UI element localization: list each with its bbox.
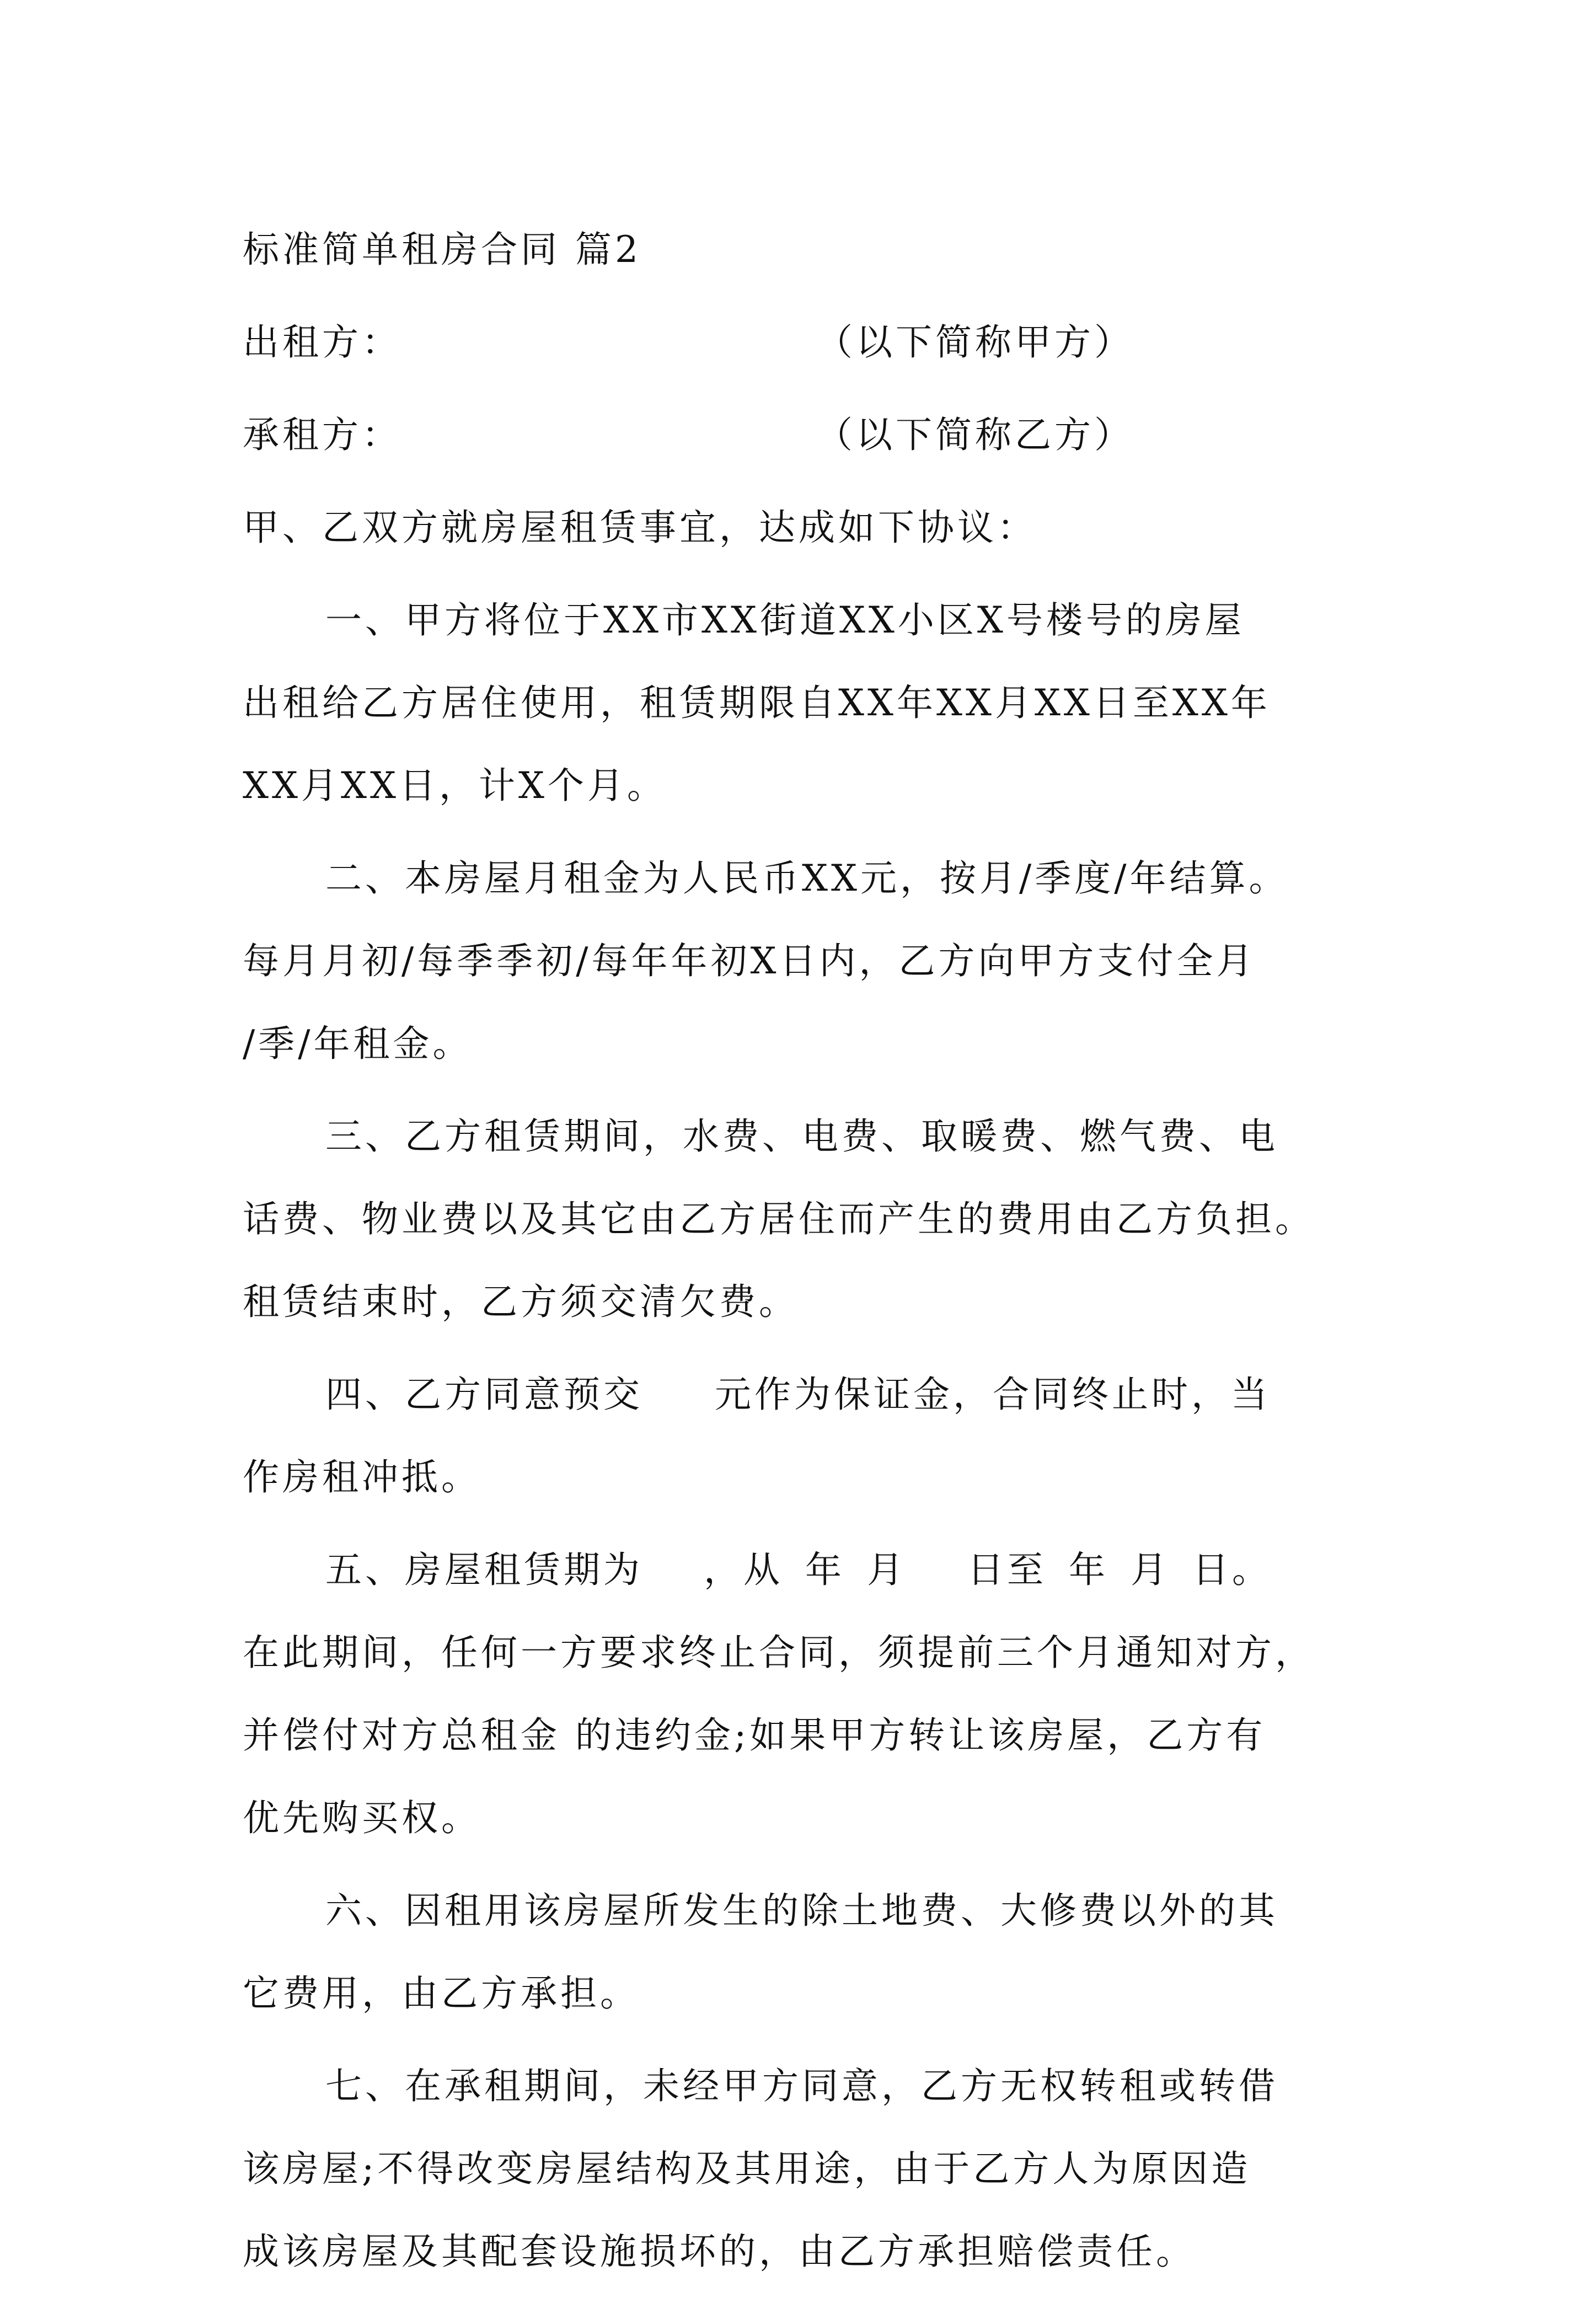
lessee-note: （以下简称乙方） <box>816 414 1134 456</box>
lessor-label: 出租方： <box>243 321 401 363</box>
clause-5-line-2: 在此期间，任何一方要求终止合同，须提前三个月通知对方， <box>243 1631 1315 1674</box>
clause-5-text-e: 日至 <box>967 1549 1047 1591</box>
clause-2-line-1: 二、本房屋月租金为人民币XX元，按月/季度/年结算。 <box>325 857 1289 899</box>
lessor-note: （以下简称甲方） <box>816 321 1134 363</box>
clause-4-text-a: 四、乙方同意预交 <box>325 1373 643 1416</box>
clause-5-text-g: 月 <box>1131 1549 1170 1591</box>
intro-paragraph <box>243 486 1384 569</box>
clause-6-line-1: 六、因租用该房屋所发生的除土地费、大修费以外的其 <box>325 1889 1278 1932</box>
clause-5-text-d: 月 <box>867 1549 907 1591</box>
intro-text: 甲、乙双方就房屋租赁事宜，达成如下协议： <box>243 506 1037 549</box>
clause-5-line-4: 优先购买权。 <box>243 1797 481 1839</box>
clause-5-text-c: 年 <box>805 1549 845 1591</box>
clause-5-text-f: 年 <box>1069 1549 1108 1591</box>
clause-5-text-a: 五、房屋租赁期为 <box>325 1549 643 1591</box>
clause-4-text-b: 元作为保证金，合同终止时，当 <box>715 1373 1271 1416</box>
clause-1-line-2: 出租给乙方居住使用，租赁期限自XX年XX月XX日至XX年 <box>243 682 1271 724</box>
contract-body <box>243 208 1384 2303</box>
lessee-label: 承租方： <box>243 414 401 456</box>
clause-4-line-1 <box>243 1353 1384 1436</box>
clause-4 <box>243 1353 1384 1519</box>
clause-3-line-2: 话费、物业费以及其它由乙方居住而产生的费用由乙方负担。 <box>243 1198 1315 1240</box>
clause-3-line-1: 三、乙方租赁期间，水费、电费、取暖费、燃气费、电 <box>325 1115 1278 1158</box>
clause-3 <box>243 1095 1384 1343</box>
clause-5-line-3: 并偿付对方总租金 的违约金;如果甲方转让该房屋，乙方有 <box>243 1714 1266 1756</box>
clause-1-line-1: 一、甲方将位于XX市XX街道XX小区X号楼号的房屋 <box>325 599 1245 641</box>
clause-5 <box>243 1529 1384 1860</box>
clause-7 <box>243 2045 1384 2293</box>
clause-6 <box>243 1870 1384 2035</box>
clause-1 <box>243 579 1384 827</box>
clause-5-text-b: ，从 <box>704 1549 783 1591</box>
clause-7-line-3: 成该房屋及其配套设施损坏的，由乙方承担赔偿责任。 <box>243 2230 1196 2273</box>
lessee-row <box>243 394 1384 476</box>
clause-1-line-3: XX月XX日，计X个月。 <box>243 764 667 807</box>
lessor-row <box>243 301 1384 384</box>
clause-7-line-1: 七、在承租期间，未经甲方同意，乙方无权转租或转借 <box>325 2065 1278 2107</box>
clause-3-line-3: 租赁结束时，乙方须交清欠费。 <box>243 1281 799 1323</box>
clause-7-line-2: 该房屋;不得改变房屋结构及其用途，由于乙方人为原因造 <box>243 2147 1251 2190</box>
clause-5-text-h: 日。 <box>1192 1549 1272 1591</box>
clause-4-line-2: 作房租冲抵。 <box>243 1456 481 1498</box>
document-heading <box>243 208 1384 291</box>
clause-2-line-2: 每月月初/每季季初/每年年初X日内，乙方向甲方支付全月 <box>243 940 1256 982</box>
clause-2 <box>243 837 1384 1085</box>
clause-6-line-2: 它费用，由乙方承担。 <box>243 1972 640 2015</box>
clause-2-line-3: /季/年租金。 <box>243 1022 473 1065</box>
clause-5-line-1 <box>243 1529 1384 1611</box>
heading-text: 标准简单租房合同 篇2 <box>243 228 641 271</box>
